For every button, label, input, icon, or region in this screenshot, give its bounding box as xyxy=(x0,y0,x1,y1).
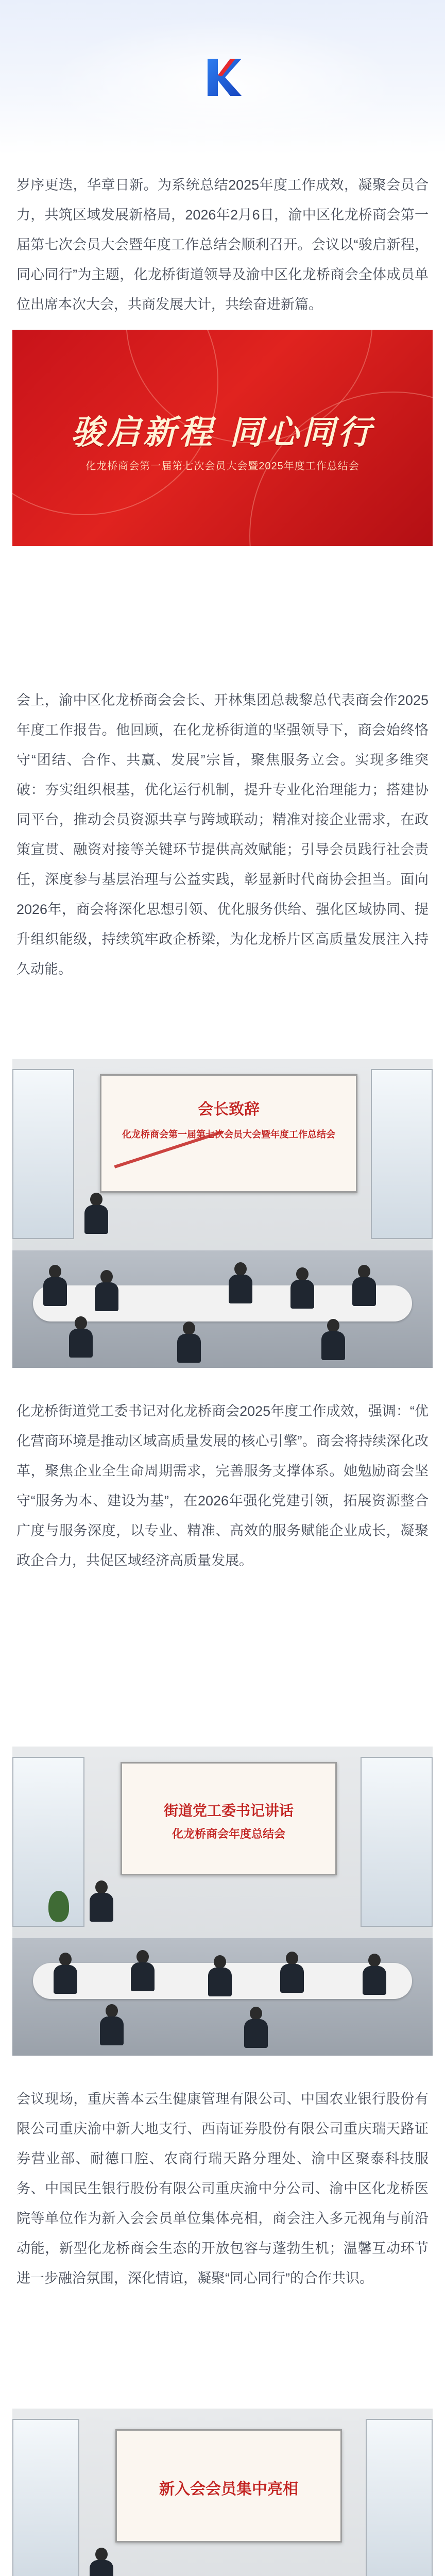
speaker-figure xyxy=(84,1193,108,1234)
projection-screen: 新入会会员集中亮相 xyxy=(115,2429,342,2543)
speaker-figure xyxy=(90,2548,113,2576)
kailin-logo-icon xyxy=(204,57,242,98)
meeting-photo-3 xyxy=(12,2409,433,2576)
meeting-photo-1 xyxy=(12,1059,433,1368)
projection-screen: 街道党工委书记讲话 化龙桥商会年度总结会 xyxy=(121,1762,337,1875)
report-paragraph: 会上，渝中区化龙桥商会会长、开林集团总裁黎总代表商会作2025年度工作报告。他回顾，在化龙桥街道的坚强领导下，商会始终恪守“团结、合作、共赢、发展”宗旨，聚焦服务立会。实现多维突破：夯实组织根基，优化运行机制，提升专业化治理能力；搭建协同平台，推动会员资源共享与跨域联动；精准对接企业需求，在政策宣贯、融资对接等关键环节提供高效赋能；引导会员践行社会责任，深度参与基层治理与公益实践，彰显新时代商协会担当。面向2026年，商会将深化思想引领、优化服务供给、强化区域协同、提升组织能级，持续筑牢政企桥梁，为化龙桥片区高质量发展注入持久动能。 xyxy=(16,692,429,977)
meeting-banner xyxy=(12,330,433,546)
speech-paragraph: 化龙桥街道党工委书记对化龙桥商会2025年度工作成效，强调：“优化营商环境是推动区域高质量发展的核心引擎”。商会将持续深化改革，聚焦企业全生命周期需求，完善服务支撑体系。她勉励商会坚守“服务为本、建设为基”，在2026年强化党建引领，拓展资源整合广度与服务深度，以专业、精准、高效的服务赋能企业成长，凝聚政企合力，共促区域经济高质量发展。 xyxy=(16,1403,429,1568)
new-members-paragraph: 会议现场，重庆善本云生健康管理有限公司、中国农业银行股份有限公司重庆渝中新大地支行、西南证券股份有限公司重庆瑞天路证券营业部、耐德口腔、农商行瑞天路分理处、渝中区聚泰科技服务、中国民生银行股份有限公司重庆渝中分公司、渝中区化龙桥医院等单位作为新入会会员单位集体亮相，商会注入多元视角与前沿动能，新型化龙桥商会生态的开放包容与蓬勃生机；温馨互动环节进一步融洽氛围，深化情谊，凝聚“同心同行”的合作共识。 xyxy=(16,2091,429,2286)
projection-screen: 会长致辞 化龙桥商会第一届第七次会员大会暨年度工作总结会 xyxy=(100,1074,357,1193)
article-header xyxy=(0,0,445,155)
meeting-photo-2 xyxy=(12,1747,433,2056)
banner-title: 骏启新程 同心同行 xyxy=(71,413,374,452)
speaker-figure xyxy=(90,1880,113,1922)
banner-subtitle: 化龙桥商会第一届第七次会员大会暨2025年度工作总结会 xyxy=(85,461,360,472)
intro-paragraph: 岁序更迭，华章日新。为系统总结2025年度工作成效，凝聚会员合力，共筑区域发展新格局，2026年2月6日，渝中区化龙桥商会第一届第七次会员大会暨年度工作总结会顺利召开。会议以“骏启新程，同心同行”为主题，化龙桥街道领导及渝中区化龙桥商会全体成员单位出席本次大会，共商发展大计，共绘奋进新篇。 xyxy=(16,177,429,312)
